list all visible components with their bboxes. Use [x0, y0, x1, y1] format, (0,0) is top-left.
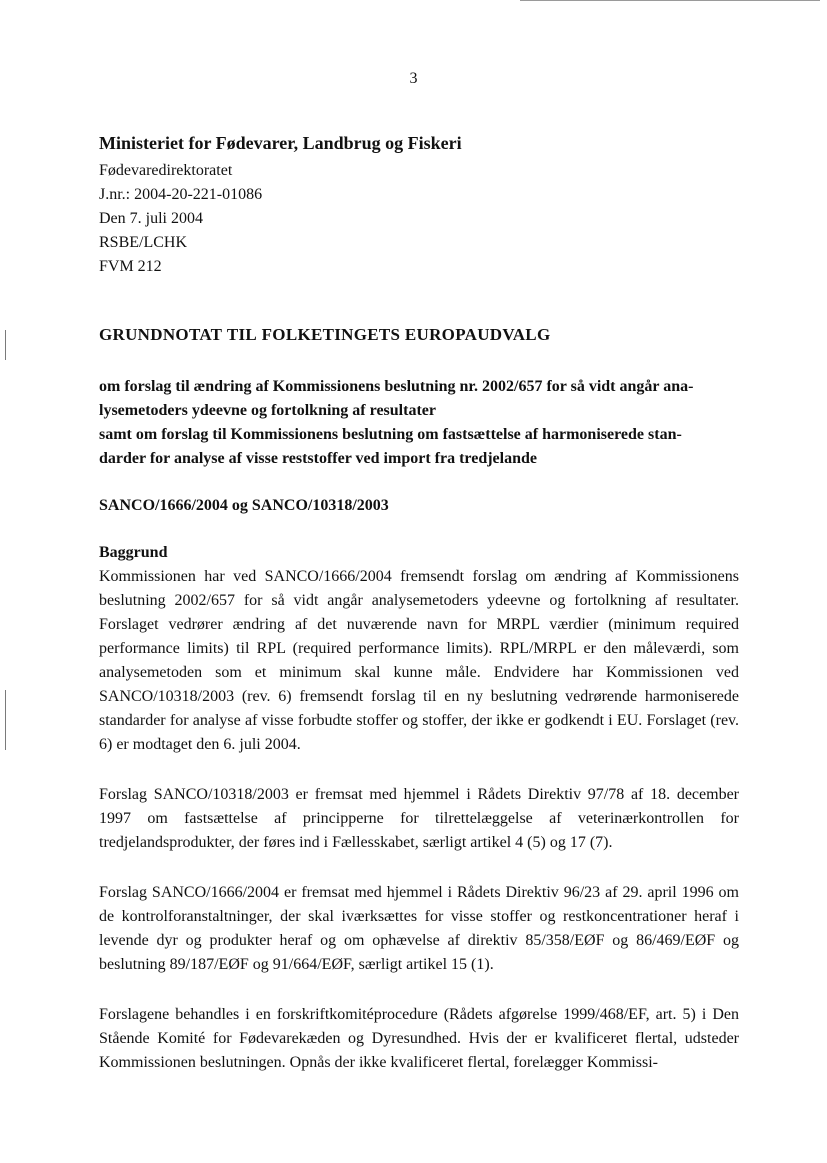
title-word: RUNDNOTAT [112, 325, 223, 344]
section-heading: Baggrund [99, 544, 168, 561]
author-initials: RSBE/LCHK [99, 234, 188, 251]
office-reference: FVM 212 [99, 258, 162, 275]
title-initial: E [404, 325, 417, 344]
letterhead [99, 131, 759, 279]
subject-line: om forslag til ændring af Kommissionens beslutning nr. 2002/657 for så vidt angår ana- [99, 378, 694, 395]
title-word: UROPAUDVALG [416, 325, 551, 344]
document-title [99, 325, 550, 345]
scan-margin-mark [5, 690, 6, 750]
document-date: Den 7. juli 2004 [99, 210, 203, 227]
body-paragraph: Kommissionen har ved SANCO/1666/2004 fremsendt forslag om ændring af Kommissionens beslutning 2002/657 for så vidt angår analysemetoders ydeevne og fortolkning af resultater. Forslaget vedrører ændring af det nuværende navn for MRPL værdier (minimum required performance limits) til RPL (required performance limits). RPL/MRPL er den måleværdi, som analysemetoden som et minimum skal kunne måle. Endvidere har Kommissionen ved SANCO/10318/2003 (rev. 6) fremsendt forslag til en ny beslutning vedrørende harmoniserede standarder for analyse af visse forbudte stoffer og stoffer, der ikke er godkendt i EU. Forslaget (rev. 6) er modtaget den 6. juli 2004. [99, 568, 739, 753]
title-initial: F [261, 325, 273, 344]
page-number: 3 [409, 70, 418, 87]
body-paragraph: Forslag SANCO/1666/2004 er fremsat med hjemmel i Rådets Direktiv 96/23 af 29. april 1996 om de kontrolforanstaltninger, der skal iværksættes for visse stoffer og restkoncentrationer heraf i levende dyr og produkter heraf og om ophævelse af direktiv 85/358/EØF og 86/469/EØF og beslutning 89/187/EØF og 91/664/EØF, særligt artikel 15 (1). [99, 884, 739, 973]
directorate: Fødevaredirektoratet [99, 162, 233, 179]
journal-number: J.nr.: 2004-20-221-01086 [99, 186, 263, 203]
subject-line: darder for analyse af visse reststoffer ved import fra tredjelande [99, 450, 537, 467]
ministry-name: Ministeriet for Fødevarer, Landbrug og Fiskeri [99, 133, 462, 153]
case-references: SANCO/1666/2004 og SANCO/10318/2003 [99, 497, 389, 514]
scan-edge-line [520, 0, 820, 1]
subject-line: lysemetoders ydeevne og fortolkning af resultater [99, 402, 436, 419]
background-section [99, 541, 739, 1101]
title-word: OLKETINGETS [272, 325, 401, 344]
title-initial: G [99, 325, 113, 344]
document-subject [99, 375, 739, 471]
title-word: TIL [226, 325, 258, 344]
body-paragraph: Forslag SANCO/10318/2003 er fremsat med hjemmel i Rådets Direktiv 97/78 af 18. december 1997 om fastsættelse af principperne for tilrettelæggelse af veterinærkontrollen for tredjelandsprodukter, der føres ind i Fællesskabet, særligt artikel 4 (5) og 17 (7). [99, 786, 739, 851]
body-paragraph: Forslagene behandles i en forskriftkomitéprocedure (Rådets afgørelse 1999/468/EF, art. 5) i Den Stående Komité for Fødevarekæden og Dyresundhed. Hvis der er kvalificeret flertal, udsteder Kommissionen beslutningen. Opnås der ikke kvalificeret flertal, forelægger Kommissi- [99, 1006, 739, 1071]
scan-margin-mark [5, 330, 6, 360]
subject-line: samt om forslag til Kommissionens beslutning om fastsættelse af harmoniserede stan- [99, 426, 682, 443]
